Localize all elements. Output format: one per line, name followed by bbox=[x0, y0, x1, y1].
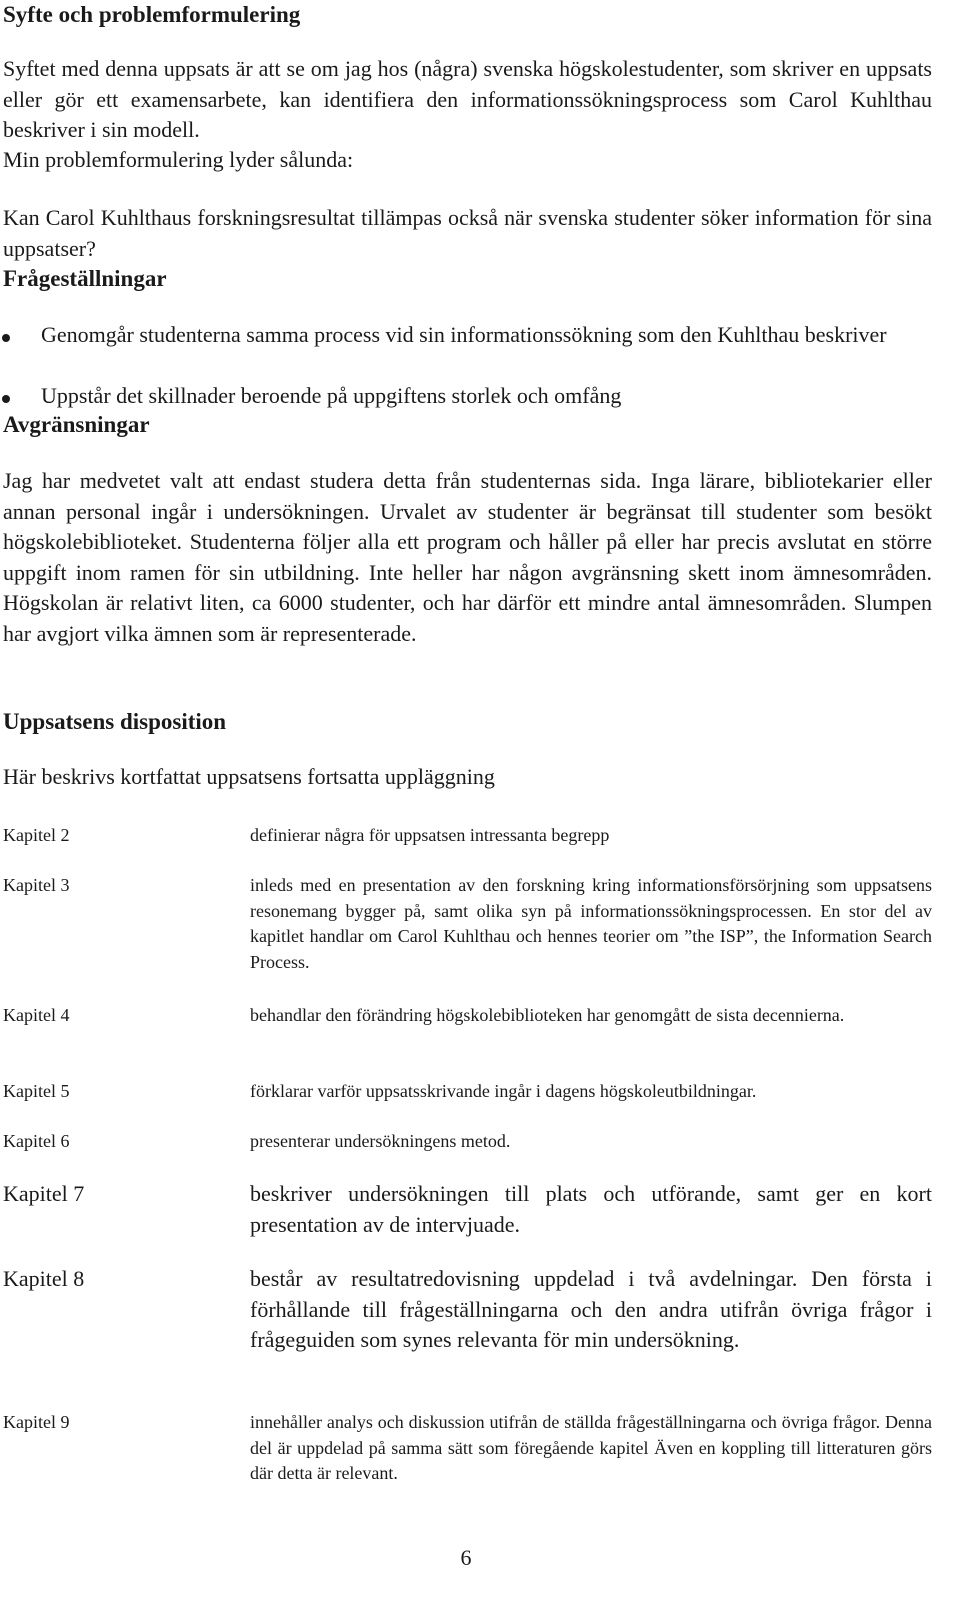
chapter-description: beskriver undersökningen till plats och utförande, samt ger en kort presentation av de intervjuade. bbox=[250, 1181, 932, 1237]
disposition-intro: Här beskrivs kortfattat uppsatsens fortsatta uppläggning bbox=[3, 764, 495, 789]
chapter-description: behandlar den förändring högskolebiblioteken har genomgått de sista decennierna. bbox=[250, 1005, 845, 1025]
chapter-label: Kapitel 9 bbox=[3, 1412, 70, 1432]
chapter-description: innehåller analys och diskussion utifrån de ställda frågeställningarna och övriga frågor. Denna del är uppdelad på samma sätt som föregående kapitel Även en koppling till litteraturen görs där detta är relevant. bbox=[250, 1412, 932, 1484]
chapter-label: Kapitel 3 bbox=[3, 875, 70, 895]
chapter-label: Kapitel 5 bbox=[3, 1081, 70, 1101]
chapter-description: definierar några för uppsatsen intressanta begrepp bbox=[250, 825, 610, 845]
paragraph-avgransningar: Jag har medvetet valt att endast studera detta från studenternas sida. Inga lärare, bibliotekarier eller annan personal ingår i undersökningen. Urvalet av studenter är begränsat till studenter som besökt högskolebiblioteket. Studenterna följer alla ett program och håller på eller har precis avslutat en större uppgift inom ramen för sin utbildning. Inte heller har någon avgränsning skett inom ämnesområden. Högskolan är relativt liten, ca 6000 studenter, och har därför ett mindre antal ämnesområden. Slumpen har avgjort vilka ämnen som är representerade. bbox=[3, 468, 932, 646]
heading-avgransningar: Avgränsningar bbox=[3, 412, 150, 437]
chapter-label: Kapitel 8 bbox=[3, 1266, 85, 1291]
paragraph-syfte: Syftet med denna uppsats är att se om jag hos (några) svenska högskolestudenter, som skriver en uppsats eller gör ett examensarbete, kan identifiera den informationssökningsprocess som Carol Kuhlthau beskriver i sin modell. bbox=[3, 56, 932, 142]
chapter-description: presenterar undersökningens metod. bbox=[250, 1131, 511, 1151]
heading-disposition: Uppsatsens disposition bbox=[3, 709, 227, 734]
bullet-icon bbox=[2, 334, 10, 342]
page-number: 6 bbox=[460, 1545, 472, 1570]
paragraph-problem-intro: Min problemformulering lyder sålunda: bbox=[3, 147, 354, 172]
bullet-icon bbox=[2, 395, 10, 403]
question-text: Uppstår det skillnader beroende på uppgiftens storlek och omfång bbox=[41, 383, 622, 408]
heading-fragestallningar: Frågeställningar bbox=[3, 266, 167, 291]
paragraph-problem: Kan Carol Kuhlthaus forskningsresultat tillämpas också när svenska studenter söker information för sina uppsatser? bbox=[3, 205, 932, 261]
chapter-label: Kapitel 7 bbox=[3, 1181, 85, 1206]
chapter-label: Kapitel 2 bbox=[3, 825, 70, 845]
chapter-label: Kapitel 4 bbox=[3, 1005, 70, 1025]
chapter-label: Kapitel 6 bbox=[3, 1131, 70, 1151]
chapter-description: består av resultatredovisning uppdelad i två avdelningar. Den första i förhållande till frågeställningarna och den andra utifrån övriga frågor i frågeguiden som synes relevanta för min undersökning. bbox=[250, 1266, 932, 1352]
question-text: Genomgår studenterna samma process vid sin informationssökning som den Kuhlthau beskriver bbox=[41, 322, 887, 347]
heading-syfte: Syfte och problemformulering bbox=[3, 2, 301, 27]
chapter-description: förklarar varför uppsatsskrivande ingår i dagens högskoleutbildningar. bbox=[250, 1081, 757, 1101]
chapter-description: inleds med en presentation av den forskning kring informationsförsörjning som uppsatsens resonemang bygger på, samt olika syn på informationssökningsprocessen. En stor del av kapitlet handlar om Carol Kuhlthau och hennes teorier om ”the ISP”, the Information Search Process. bbox=[250, 875, 932, 972]
